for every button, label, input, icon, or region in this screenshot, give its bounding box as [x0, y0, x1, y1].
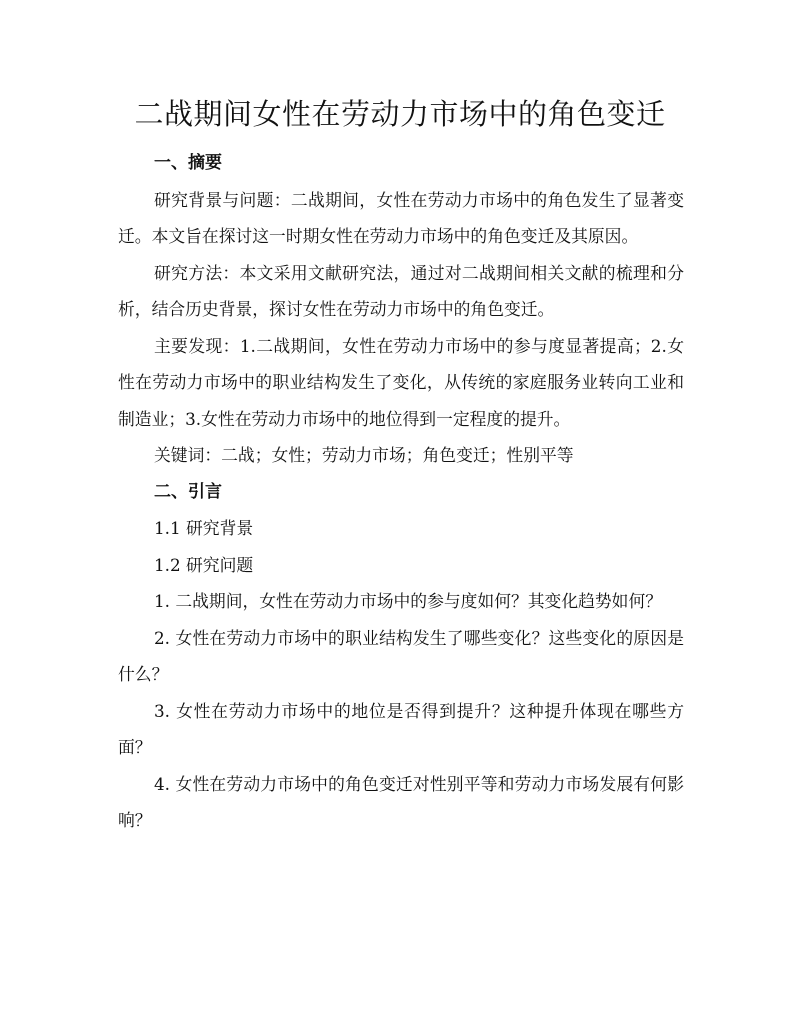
abstract-findings-paragraph: 主要发现：1.二战期间，女性在劳动力市场中的参与度显著提高；2.女性在劳动力市场中的职业结构发生了变化，从传统的家庭服务业转向工业和制造业；3.女性在劳动力市场中的地位得到一定程度的提升。 [118, 335, 684, 429]
section-research-background: 1.1 研究背景 [154, 518, 254, 538]
research-question-3: 3. 女性在劳动力市场中的地位是否得到提升？这种提升体现在哪些方面？ [118, 700, 684, 757]
research-question-2: 2. 女性在劳动力市场中的职业结构发生了哪些变化？这些变化的原因是什么？ [118, 627, 684, 684]
research-question-4: 4. 女性在劳动力市场中的角色变迁对性别平等和劳动力市场发展有何影响？ [118, 773, 684, 830]
keywords-line: 关键词：二战；女性；劳动力市场；角色变迁；性别平等 [154, 445, 574, 465]
document-body [118, 145, 684, 839]
abstract-background-paragraph: 研究背景与问题：二战期间，女性在劳动力市场中的角色发生了显著变迁。本文旨在探讨这一时期女性在劳动力市场中的角色变迁及其原因。 [118, 189, 684, 246]
introduction-heading: 二、引言 [154, 481, 222, 502]
abstract-heading: 一、摘要 [154, 153, 222, 173]
document-title: 二战期间女性在劳动力市场中的角色变迁 [134, 97, 666, 131]
abstract-method-paragraph: 研究方法：本文采用文献研究法，通过对二战期间相关文献的梳理和分析，结合历史背景，探讨女性在劳动力市场中的角色变迁。 [118, 262, 684, 319]
section-research-questions: 1.2 研究问题 [154, 554, 254, 575]
research-question-1: 1. 二战期间，女性在劳动力市场中的参与度如何？其变化趋势如何？ [154, 591, 663, 611]
